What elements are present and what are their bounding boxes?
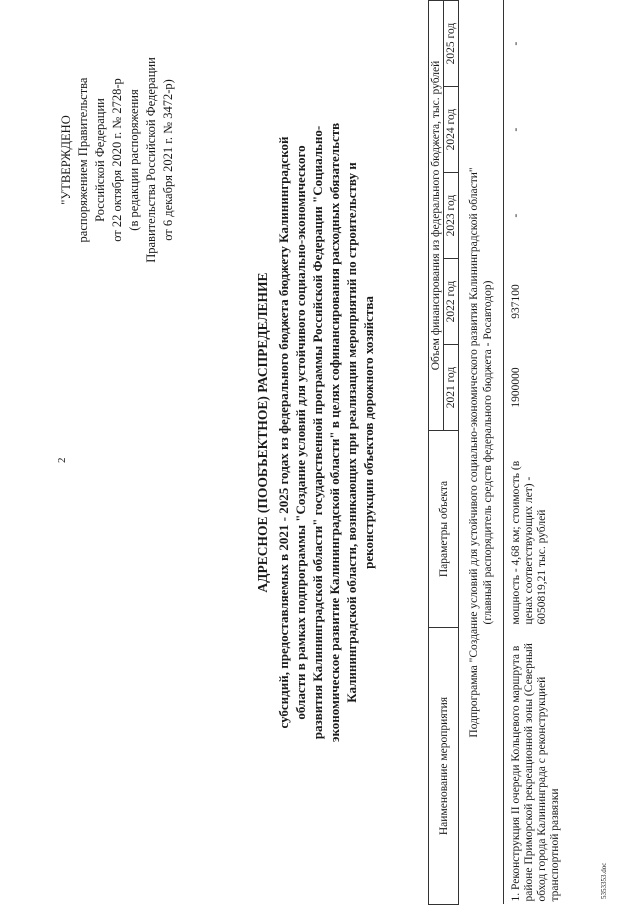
row-number: 1.	[510, 892, 522, 902]
subprogram-title: Подпрограмма "Создание условий для устойчивого социально-экономического развития Калининградской области"	[468, 167, 480, 738]
measure-name-cell	[504, 628, 564, 905]
year-header: 2022 год	[444, 259, 459, 345]
column-header-params: Параметры объекта	[429, 431, 459, 628]
budget-manager: (главный распорядитель средств федерального бюджета - Росавтодор)	[482, 280, 494, 625]
approval-line: от 6 декабря 2021 г. № 3472-р)	[161, 79, 175, 241]
year-header: 2021 год	[444, 345, 459, 431]
page-number: 2	[56, 457, 68, 463]
year-header: 2024 год	[444, 87, 459, 173]
approval-line: Российской Федерации	[93, 98, 107, 222]
title-heading: АДРЕСНОЕ (ПООБЪЕКТНОЕ) РАСПРЕДЕЛЕНИЕ	[255, 272, 270, 593]
approval-stamp	[58, 0, 177, 320]
subprogram-row	[459, 1, 504, 905]
funding-2022: 937100	[510, 284, 522, 319]
approval-line: от 22 октября 2020 г. № 2728-р	[110, 78, 124, 242]
table-row	[504, 1, 564, 905]
funding-2023: -	[510, 213, 522, 218]
year-header: 2025 год	[444, 1, 459, 87]
approval-line: распоряжением Правительства	[76, 77, 90, 243]
approval-line: "УТВЕРЖДЕНО	[59, 115, 73, 205]
title-body: субсидий, предоставляемых в 2021 - 2025 годах из федерального бюджета бюджету Калининградской области в рамках подпрограммы "Создание условий для устойчивого социально-экономического развития Калининградской области" государственной программы Российской Федерации "Социально-экономическое развитие Калининградской области" в целях софинансирования расходных обязательств Калининградской области, возникающих при реализации мероприятий по строительству и реконструкции объектов дорожного хозяйства	[276, 122, 376, 743]
funding-2021: 1900000	[510, 367, 522, 408]
approval-line: (в редакции распоряжения	[127, 89, 141, 231]
allocation-table	[428, 0, 563, 905]
approval-line: Правительства Российской Федерации	[144, 57, 158, 263]
object-params: мощность - 4,68 км; стоимость (в ценах соответствующих лет) - 6050819,21 тыс. рублей	[510, 460, 548, 625]
measure-name: Реконструкция II очереди Кольцевого маршрута в районе Приморской рекреационной зоны (Северный обход города Калининграда с реконструкцией транспортной развязки	[510, 643, 561, 902]
column-header-name: Наименование мероприятия	[429, 628, 459, 905]
document-id: 5353353.doc	[600, 862, 608, 899]
column-header-funding: Объем финансирования из федерального бюджета, тыс. рублей	[429, 1, 444, 431]
document-title	[254, 0, 377, 885]
funding-2025: -	[510, 41, 522, 46]
funding-2024: -	[510, 127, 522, 132]
year-header: 2023 год	[444, 173, 459, 259]
